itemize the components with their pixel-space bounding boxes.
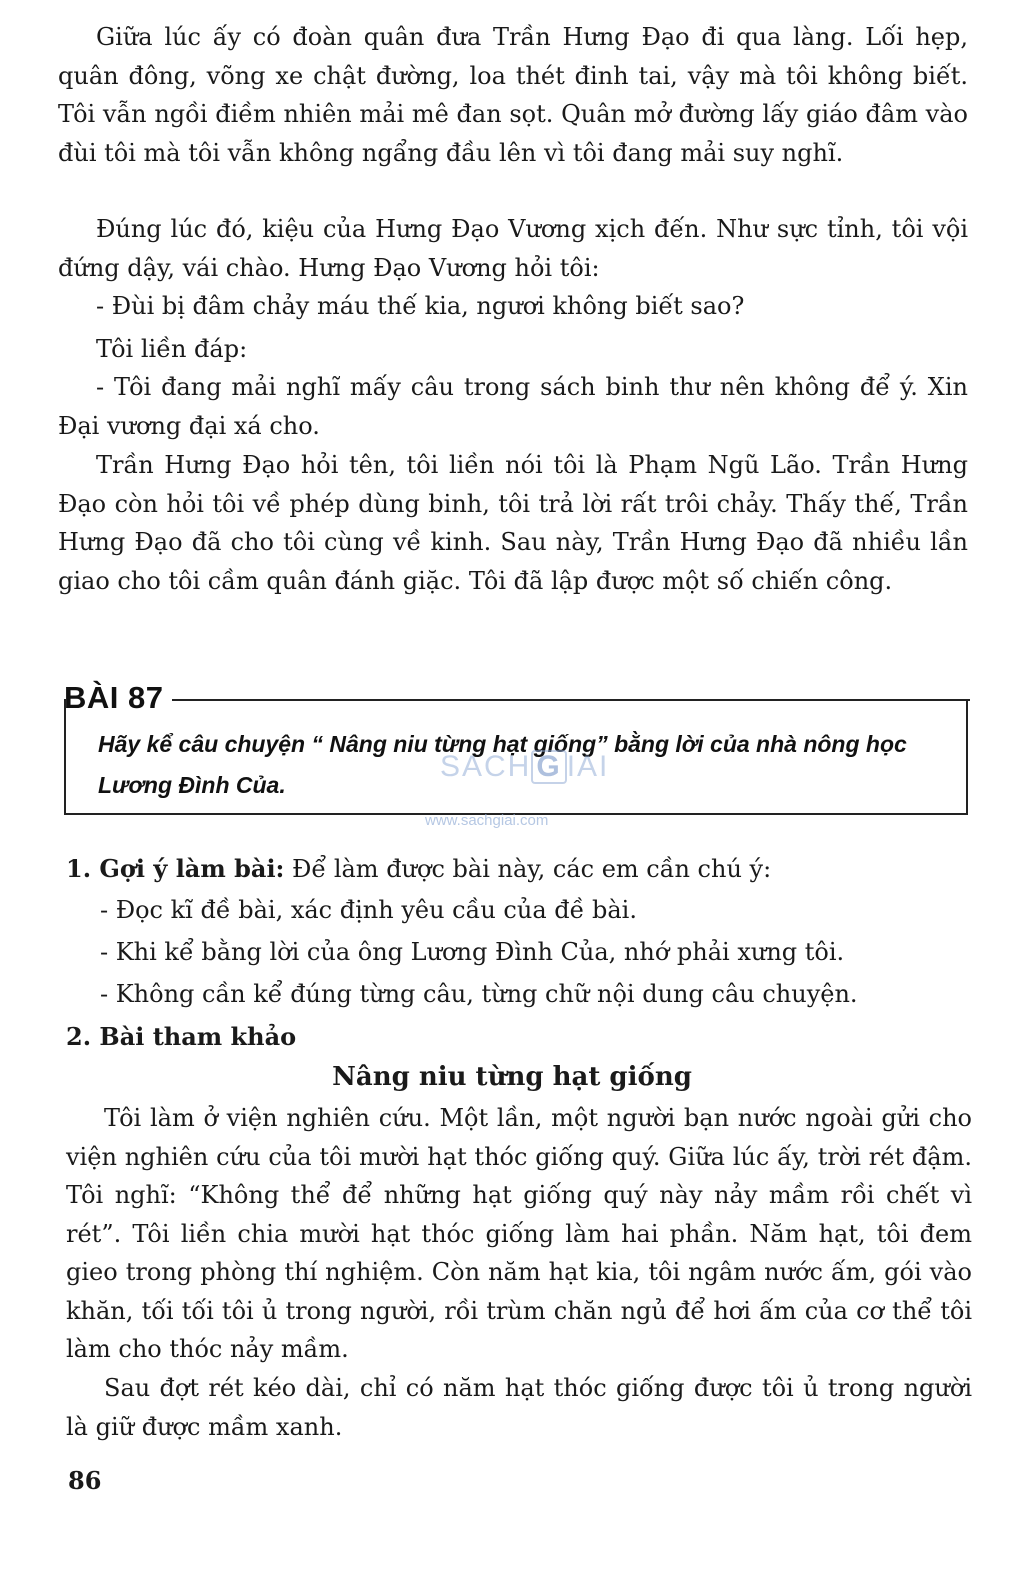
bullet-item: - Đọc kĩ đề bài, xác định yêu cầu của đề bài.: [100, 896, 637, 924]
story-paragraph: Sau đợt rét kéo dài, chỉ có năm hạt thóc giống được tôi ủ trong người là giữ được mầm xanh.: [66, 1374, 972, 1441]
line-reply-intro: Tôi liền đáp:: [96, 335, 248, 363]
watermark-logo-left: SACH: [440, 750, 532, 783]
paragraph-troops-passing: Giữa lúc ấy có đoàn quân đưa Trần Hưng Đạo đi qua làng. Lối hẹp, quân đông, võng xe chật đường, loa thét đinh tai, vậy mà tôi không biết. Tôi vẫn ngồi điềm nhiên mải mê đan sọt. Quân mở đường lấy giáo đâm vào đùi tôi mà tôi vẫn không ngẩng đầu lên vì tôi đang mải suy nghĩ.: [58, 23, 968, 167]
story-title: Nâng niu từng hạt giống: [332, 1062, 692, 1092]
paragraph-prince-arrives: Đúng lúc đó, kiệu của Hưng Đạo Vương xịch đến. Như sực tỉnh, tôi vội đứng dậy, vái chào. Hưng Đạo Vương hỏi tôi:: [58, 215, 968, 282]
paragraph-pham-ngu-lao: Trần Hưng Đạo hỏi tên, tôi liền nói tôi là Phạm Ngũ Lão. Trần Hưng Đạo còn hỏi tôi về phép dùng binh, tôi trả lời rất trôi chảy. Thấy thế, Trần Hưng Đạo đã cho tôi cùng về kinh. Sau này, Trần Hưng Đạo đã nhiều lần giao cho tôi cầm quân đánh giặc. Tôi đã lập được một số chiến công.: [58, 451, 968, 595]
section1-heading: 1. Gợi ý làm bài:: [66, 854, 285, 883]
section1-heading-line: [66, 850, 771, 888]
watermark-logo: [440, 750, 609, 784]
exercise-label: BÀI 87: [64, 680, 164, 715]
bullet-item: - Khi kể bằng lời của ông Lương Đình Của, nhớ phải xưng tôi.: [100, 938, 845, 966]
bullet-item: - Không cần kể đúng từng câu, từng chữ nội dung câu chuyện.: [100, 980, 858, 1008]
section2-heading: 2. Bài tham khảo: [66, 1022, 297, 1051]
exercise-prompt: Hãy kể câu chuyện “ Nâng niu từng hạt giống” bằng lời của nhà nông học Lương Đình Của.: [98, 731, 907, 798]
dialogue-reply: - Tôi đang mải nghĩ mấy câu trong sách binh thư nên không để ý. Xin Đại vương đại xá cho.: [58, 373, 968, 440]
story-paragraph: Tôi làm ở viện nghiên cứu. Một lần, một người bạn nước ngoài gửi cho viện nghiên cứu của tôi mười hạt thóc giống quý. Giữa lúc ấy, trời rét đậm. Tôi nghĩ: “Không thể để những hạt giống quý này nảy mầm rồi chết vì rét”. Tôi liền chia mười hạt thóc giống làm hai phần. Năm hạt, tôi đem gieo trong phòng thí nghiệm. Còn năm hạt kia, tôi ngâm nước ấm, gói vào khăn, tối tối tôi ủ trong người, rồi trùm chăn ngủ để hơi ấm của cơ thể tôi làm cho thóc nảy mầm.: [66, 1104, 972, 1363]
watermark-logo-mark: G: [531, 750, 566, 784]
dialogue-prince-question: - Đùi bị đâm chảy máu thế kia, ngươi không biết sao?: [96, 292, 745, 320]
watermark-logo-right: IAI: [566, 750, 610, 783]
page-number: 86: [68, 1466, 102, 1495]
watermark-url: www.sachgiai.com: [425, 812, 549, 829]
section1-intro: Để làm được bài này, các em cần chú ý:: [284, 855, 772, 883]
